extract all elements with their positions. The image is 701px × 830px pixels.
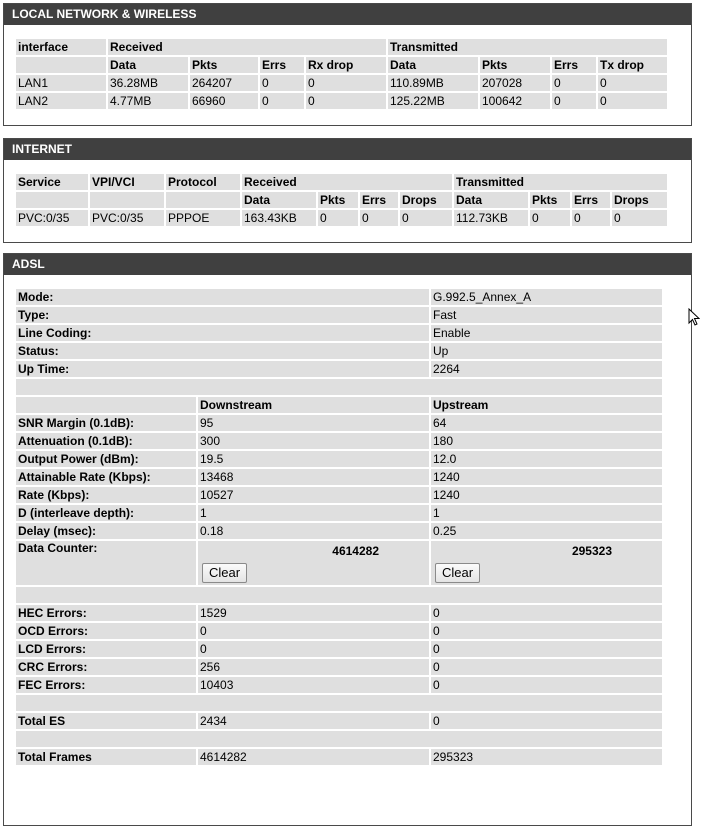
interleave-down: 1 <box>198 505 429 521</box>
output-power-up: 12.0 <box>431 451 662 467</box>
lan-col-rx-data: Data <box>108 57 188 73</box>
ocd-up: 0 <box>431 623 662 639</box>
lcd-label: LCD Errors: <box>16 641 196 657</box>
status-value: Up <box>431 343 662 359</box>
uptime-label: Up Time: <box>16 361 429 377</box>
inet-col-protocol: Protocol <box>166 174 240 190</box>
internet-section-title: INTERNET <box>4 139 691 160</box>
interleave-label: D (interleave depth): <box>16 505 196 521</box>
lan-col-tx-errs: Errs <box>552 57 596 73</box>
inet-service: PVC:0/35 <box>16 210 88 226</box>
blank-cell <box>16 397 196 413</box>
fec-up: 0 <box>431 677 662 693</box>
mouse-pointer-icon <box>688 308 700 327</box>
output-power-label: Output Power (dBm): <box>16 451 196 467</box>
hec-down: 1529 <box>198 605 429 621</box>
inet-blank-cell <box>90 192 164 208</box>
lan2-rx-pkts: 66960 <box>190 93 258 109</box>
internet-stats-table <box>14 172 669 228</box>
error-row <box>16 641 662 657</box>
inet-protocol: PPPOE <box>166 210 240 226</box>
inet-col-rx-drops: Drops <box>400 192 452 208</box>
interleave-up: 1 <box>431 505 662 521</box>
lan-wireless-section <box>3 3 692 126</box>
spacer-row <box>16 695 662 711</box>
crc-label: CRC Errors: <box>16 659 196 675</box>
inet-tx-data: 112.73KB <box>454 210 528 226</box>
stat-row <box>16 451 662 467</box>
adsl-info-row <box>16 289 662 305</box>
inet-blank-cell <box>166 192 240 208</box>
lan1-tx-drop: 0 <box>598 75 667 91</box>
lan-header-row-1 <box>16 39 667 55</box>
attainable-rate-label: Attainable Rate (Kbps): <box>16 469 196 485</box>
inet-rx-errs: 0 <box>360 210 398 226</box>
internet-section <box>3 138 692 243</box>
output-power-down: 19.5 <box>198 451 429 467</box>
lan1-rx-pkts: 264207 <box>190 75 258 91</box>
total-es-label: Total ES <box>16 713 196 729</box>
fec-label: FEC Errors: <box>16 677 196 693</box>
type-label: Type: <box>16 307 429 323</box>
spacer-row <box>16 587 662 603</box>
lan-col-tx-pkts: Pkts <box>480 57 550 73</box>
adsl-info-row <box>16 307 662 323</box>
table-row <box>16 93 667 109</box>
stat-row <box>16 433 662 449</box>
lan1-tx-pkts: 207028 <box>480 75 550 91</box>
stat-row <box>16 487 662 503</box>
lan2-rx-errs: 0 <box>260 93 304 109</box>
uptime-value: 2264 <box>431 361 662 377</box>
lan-col-rx-errs: Errs <box>260 57 304 73</box>
lan2-interface: LAN2 <box>16 93 106 109</box>
data-counter-down: 4614282 <box>332 544 379 558</box>
adsl-info-row <box>16 325 662 341</box>
adsl-section <box>3 253 692 826</box>
attenuation-down: 300 <box>198 433 429 449</box>
data-counter-row <box>16 541 662 585</box>
delay-up: 0.25 <box>431 523 662 539</box>
inet-col-tx-pkts: Pkts <box>530 192 570 208</box>
hec-up: 0 <box>431 605 662 621</box>
fec-down: 10403 <box>198 677 429 693</box>
delay-down: 0.18 <box>198 523 429 539</box>
spacer-cell <box>16 731 662 747</box>
error-row <box>16 623 662 639</box>
stat-row <box>16 415 662 431</box>
lan-col-tx-data: Data <box>388 57 478 73</box>
internet-header-row-2 <box>16 192 667 208</box>
lan-col-rx-drop: Rx drop <box>306 57 386 73</box>
inet-rx-drops: 0 <box>400 210 452 226</box>
inet-col-rx-data: Data <box>242 192 316 208</box>
spacer-cell <box>16 695 662 711</box>
downstream-header: Downstream <box>198 397 429 413</box>
inet-col-rx-errs: Errs <box>360 192 398 208</box>
lan-col-transmitted: Transmitted <box>388 39 667 55</box>
total-frames-row <box>16 749 662 765</box>
hec-label: HEC Errors: <box>16 605 196 621</box>
lan1-tx-errs: 0 <box>552 75 596 91</box>
lan2-tx-drop: 0 <box>598 93 667 109</box>
lan1-tx-data: 110.89MB <box>388 75 478 91</box>
lcd-up: 0 <box>431 641 662 657</box>
attenuation-label: Attenuation (0.1dB): <box>16 433 196 449</box>
attainable-rate-up: 1240 <box>431 469 662 485</box>
lan-stats-table <box>14 37 669 111</box>
inet-col-service: Service <box>16 174 88 190</box>
lan1-rx-data: 36.28MB <box>108 75 188 91</box>
lan1-rx-drop: 0 <box>306 75 386 91</box>
data-counter-up-cell <box>431 541 662 585</box>
type-value: Fast <box>431 307 662 323</box>
lan1-interface: LAN1 <box>16 75 106 91</box>
delay-label: Delay (msec): <box>16 523 196 539</box>
inet-col-received: Received <box>242 174 452 190</box>
lan1-rx-errs: 0 <box>260 75 304 91</box>
crc-down: 256 <box>198 659 429 675</box>
inet-vpivci: PVC:0/35 <box>90 210 164 226</box>
spacer-cell <box>16 379 662 395</box>
error-row <box>16 605 662 621</box>
rate-down: 10527 <box>198 487 429 503</box>
table-row <box>16 210 667 226</box>
inet-col-tx-data: Data <box>454 192 528 208</box>
adsl-info-row <box>16 343 662 359</box>
ocd-down: 0 <box>198 623 429 639</box>
lan2-tx-data: 125.22MB <box>388 93 478 109</box>
internet-header-row-1 <box>16 174 667 190</box>
lan-col-rx-pkts: Pkts <box>190 57 258 73</box>
snr-down: 95 <box>198 415 429 431</box>
stat-row <box>16 469 662 485</box>
attainable-rate-down: 13468 <box>198 469 429 485</box>
total-frames-down: 4614282 <box>198 749 429 765</box>
rate-label: Rate (Kbps): <box>16 487 196 503</box>
lan-header-row-2 <box>16 57 667 73</box>
lan2-tx-errs: 0 <box>552 93 596 109</box>
lan-col-interface: interface <box>16 39 106 55</box>
line-coding-value: Enable <box>431 325 662 341</box>
inet-col-tx-drops: Drops <box>612 192 667 208</box>
total-es-row <box>16 713 662 729</box>
table-row <box>16 75 667 91</box>
spacer-row <box>16 379 662 395</box>
snr-label: SNR Margin (0.1dB): <box>16 415 196 431</box>
error-row <box>16 659 662 675</box>
total-frames-label: Total Frames <box>16 749 196 765</box>
lan2-tx-pkts: 100642 <box>480 93 550 109</box>
lcd-down: 0 <box>198 641 429 657</box>
crc-up: 0 <box>431 659 662 675</box>
snr-up: 64 <box>431 415 662 431</box>
inet-tx-pkts: 0 <box>530 210 570 226</box>
lan-col-tx-drop: Tx drop <box>598 57 667 73</box>
upstream-header: Upstream <box>431 397 662 413</box>
adsl-section-title: ADSL <box>4 254 691 275</box>
data-counter-down-cell <box>198 541 429 585</box>
total-es-up: 0 <box>431 713 662 729</box>
inet-col-rx-pkts: Pkts <box>318 192 358 208</box>
mode-label: Mode: <box>16 289 429 305</box>
mode-value: G.992.5_Annex_A <box>431 289 662 305</box>
inet-blank-cell <box>16 192 88 208</box>
lan-section-title: LOCAL NETWORK & WIRELESS <box>4 4 691 25</box>
total-es-down: 2434 <box>198 713 429 729</box>
error-row <box>16 677 662 693</box>
line-coding-label: Line Coding: <box>16 325 429 341</box>
status-label: Status: <box>16 343 429 359</box>
data-counter-up: 295323 <box>571 544 612 558</box>
lan2-rx-drop: 0 <box>306 93 386 109</box>
clear-upstream-button[interactable]: Clear <box>435 563 480 583</box>
rate-up: 1240 <box>431 487 662 503</box>
lan-col-received: Received <box>108 39 386 55</box>
clear-downstream-button[interactable]: Clear <box>202 563 247 583</box>
inet-col-tx-errs: Errs <box>572 192 610 208</box>
inet-col-vpivci: VPI/VCI <box>90 174 164 190</box>
total-frames-up: 295323 <box>431 749 662 765</box>
stat-row <box>16 505 662 521</box>
attenuation-up: 180 <box>431 433 662 449</box>
direction-header-row <box>16 397 662 413</box>
data-counter-label: Data Counter: <box>16 541 196 585</box>
inet-rx-pkts: 0 <box>318 210 358 226</box>
adsl-stats-table <box>14 287 664 767</box>
lan-blank-cell <box>16 57 106 73</box>
spacer-row <box>16 731 662 747</box>
inet-tx-drops: 0 <box>612 210 667 226</box>
stat-row <box>16 523 662 539</box>
adsl-info-row <box>16 361 662 377</box>
spacer-cell <box>16 587 662 603</box>
inet-col-transmitted: Transmitted <box>454 174 667 190</box>
inet-rx-data: 163.43KB <box>242 210 316 226</box>
ocd-label: OCD Errors: <box>16 623 196 639</box>
inet-tx-errs: 0 <box>572 210 610 226</box>
lan2-rx-data: 4.77MB <box>108 93 188 109</box>
